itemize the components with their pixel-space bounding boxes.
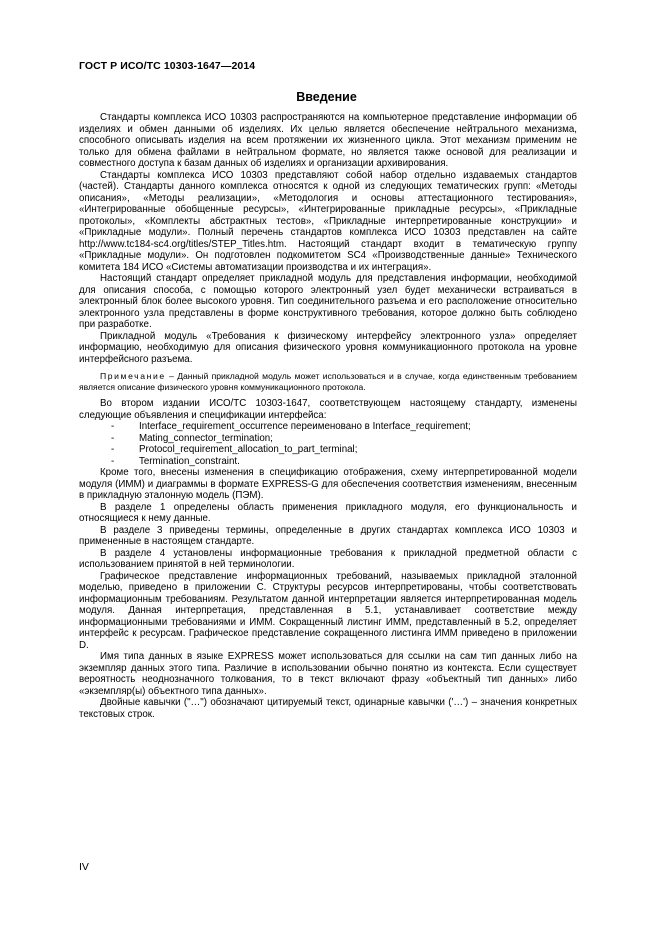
paragraph: В разделе 3 приведены термины, определенные в других стандартах комплекса ИСО 10303 и примененные в настоящем стандарте. (79, 524, 577, 547)
note-text: – Данный прикладной модуль может использоваться и в случае, когда единственным требованием является описание физического уровня коммуникационного протокола. (79, 371, 577, 392)
list-item-text: Mating_connector_termination; (139, 432, 273, 444)
list-dash: - (111, 455, 115, 467)
list-item-text: Protocol_requirement_allocation_to_part_terminal; (139, 444, 358, 455)
paragraph: Двойные кавычки ("…") обозначают цитируемый текст, одинарные кавычки ('…') – значения конкретных текстовых строк. (79, 697, 577, 720)
note-label: Примечание (100, 371, 166, 381)
paragraph: Настоящий стандарт определяет прикладной модуль для представления информации, необходимой для описания способа, с помощью которого электронный узел будет механически встраиваться в электронный блок более высокого уровня. Тип соединительного разъема и его расположение относительно электронного узла представлены в форме конструктивного требования, которое должно быть соблюдено при разработке. (79, 273, 577, 330)
paragraph: Имя типа данных в языке EXPRESS может использоваться для ссылки на сам тип данных либо на экземпляр данных этого типа. Различие в использовании обычно понятно из контекста. Если существует вероятность неоднозначного толкования, то в текст включают фразу «объектный тип данных» либо «экземпляр(ы) объектного типа данных». (79, 651, 577, 697)
list-dash: - (111, 432, 115, 444)
note (79, 371, 577, 392)
section-title: Введение (296, 90, 357, 104)
list-item (79, 433, 577, 445)
paragraph: Прикладной модуль «Требования к физическому интерфейсу электронного узла» определяет информацию, необходимую для описания физического уровня коммуникационного протокола на уровне интерфейсного разъема. (79, 330, 577, 365)
paragraph: Во втором издании ИСО/ТС 10303-1647, соответствующем настоящему стандарту, изменены следующие объявления и спецификации интерфейса: (79, 398, 577, 421)
changes-list (79, 421, 577, 467)
paragraph: Стандарты комплекса ИСО 10303 представляют собой набор отдельно издаваемых стандартов (частей). Стандарты данного комплекса относятся к одной из следующих тематических групп: «Методы описания», «Методы реализации», «Методология и основы аттестационного тестирования», «Интегрированные обобщенные ресурсы», «Интегрированные прикладные ресурсы», «Прикладные протоколы», «Комплекты абстрактных тестов», «Прикладные интерпретированные конструкции» и «Прикладные модули». Полный перечень стандартов комплекса ИСО 10303 представлен на сайте http://www.tc184-sc4.org/titles/STEP_Titles.htm. Настоящий стандарт входит в тематическую группу «Прикладные модули». Он подготовлен подкомитетом SC4 «Производственные данные» Технического комитета 184 ИСО «Системы автоматизации производства и их интеграция». (79, 169, 577, 273)
list-item-text: Termination_constraint. (139, 455, 240, 467)
paragraph: Графическое представление информационных требований, называемых прикладной эталонной моделью, приведено в приложении С. Структуры ресурсов интерпретированы, чтобы соответствовать информационным требованиям. Результатом данной интерпретации является интерпретированная модель модуля. Данная интерпретация, представленная в 5.1, устанавливает соответствие между информационными требованиями и ИММ. Сокращенный листинг ИММ, представленный в 5.2, определяет интерфейс к ресурсам. Графическое представление сокращенного листинга ИММ приведено в приложении D. (79, 570, 577, 651)
paragraph: Кроме того, внесены изменения в спецификацию отображения, схему интерпретированной модели модуля (ИММ) и диаграммы в формате EXPRESS-G для обеспечения соответствия изменениям, внесенным в прикладную эталонную модель (ПЭМ). (79, 467, 577, 501)
page-number: IV (79, 861, 89, 873)
list-item (79, 444, 577, 456)
paragraph: Стандарты комплекса ИСО 10303 распространяются на компьютерное представление информации об изделиях и обмен данными об изделиях. Их целью является обеспечение нейтрального механизма, способного описывать изделия на всем протяжении их жизненного цикла. Этот механизм применим не только для обмена файлами в нейтральном формате, но является также основой для реализации и совместного доступа к базам данных об изделиях и организации архивирования. (79, 112, 577, 169)
standard-code-header: ГОСТ Р ИСО/ТС 10303-1647—2014 (79, 60, 256, 72)
list-dash: - (111, 421, 115, 432)
list-item (79, 456, 577, 468)
list-item-text: Interface_requirement_occurrence переименовано в Interface_requirement; (139, 421, 471, 432)
paragraph: В разделе 4 установлены информационные требования к прикладной предметной области с использованием принятой в ней терминологии. (79, 547, 577, 570)
list-dash: - (111, 444, 115, 455)
paragraph: В разделе 1 определены область применения прикладного модуля, его функциональность и относящиеся к нему данные. (79, 501, 577, 524)
list-item (79, 421, 577, 433)
body-text (79, 112, 577, 720)
